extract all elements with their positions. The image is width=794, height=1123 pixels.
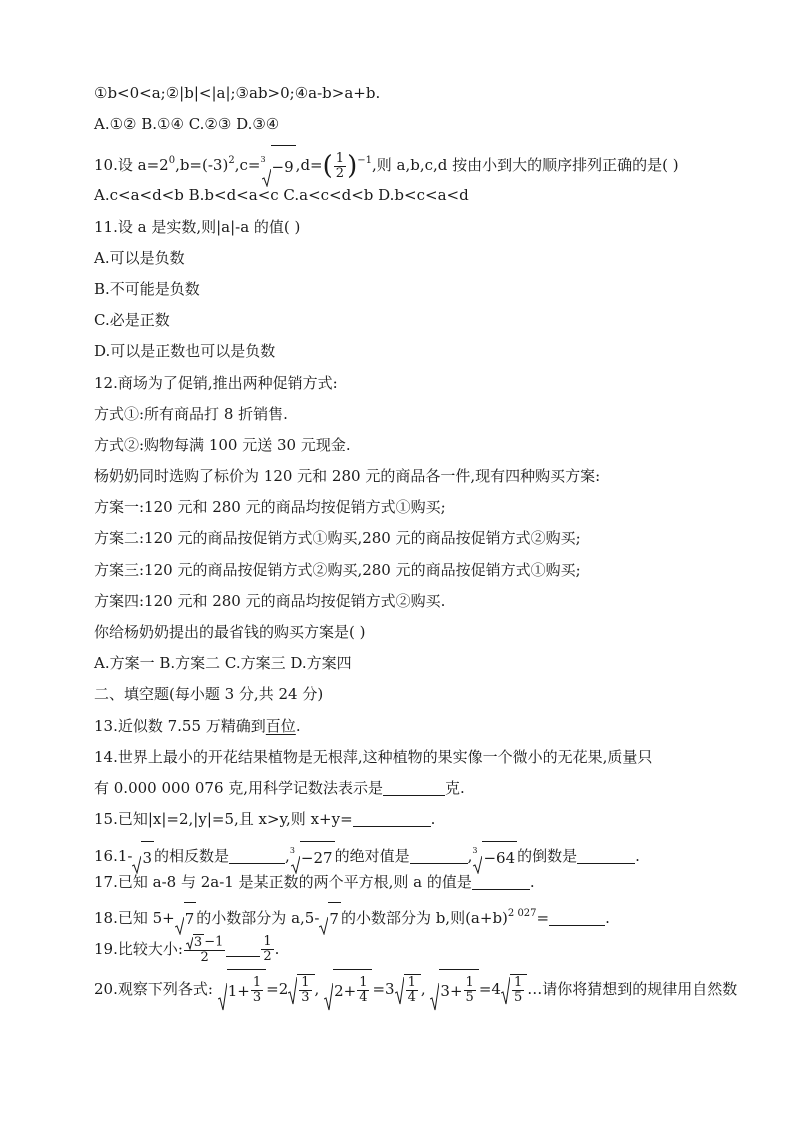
q16-blank-1[interactable]	[229, 847, 285, 864]
radical-cbrt-27: −27	[291, 841, 335, 874]
q11-stem: 11.设 a 是实数,则|a|-a 的值( )	[94, 217, 301, 236]
q10-stem: 10.设 $a=2^0,b=(-3)^2,c=^3$ −9 ,d=( $\frac{1}{2}$ )$^{-1}$,则 a,b,c,d 按由小到大的顺序排列正确的是( )	[94, 140, 714, 180]
radical-cbrt-64: −64	[473, 841, 517, 874]
q19-compare-blank[interactable]	[226, 940, 260, 957]
q12-plan-4: 方案四:120 元和 280 元的商品均按促销方式②购买.	[94, 591, 446, 610]
fraction-d: $\frac{1}{2}$	[335, 150, 345, 181]
q13: 13.近似数 7.55 万精确到百位.	[94, 716, 301, 735]
q11-option-a: A.可以是负数	[94, 248, 185, 267]
q15: 15.已知|x|=2,|y|=5,且 x>y,则 x+y= .	[94, 810, 436, 829]
q12-way-1: 方式①:所有商品打 8 折销售.	[94, 404, 288, 423]
q20-expr-3: 3 + $\frac{1}{5}$	[430, 969, 478, 1011]
radical-sqrt7-a: 7	[175, 902, 197, 935]
q18: 18.已知 5+ 7 的小数部分为 a,5- 7 的小数部分为 b,则$(a+b)^{2 027}=$ .	[94, 898, 714, 929]
q12-way-2: 方式②:购物每满 100 元送 30 元现金.	[94, 435, 351, 454]
radical-c: −9	[262, 145, 296, 187]
q14-answer-blank[interactable]	[383, 779, 445, 796]
q12-stem: 12.商场为了促销,推出两种促销方式:	[94, 373, 338, 392]
q10-choices: A.c<a<d<b B.b<d<a<c C.a<c<d<b D.b<c<a<d	[94, 186, 469, 205]
q20-expr-1: 1 + $\frac{1}{3}$	[218, 969, 266, 1011]
q9-choices: A.①② B.①④ C.②③ D.③④	[94, 115, 280, 134]
q12-intro: 杨奶奶同时选购了标价为 120 元和 280 元的商品各一件,现有四种购买方案:	[94, 467, 601, 486]
section-title: 二、填空题(每小题 3 分,共 24 分)	[94, 685, 324, 704]
q19-lhs-fraction: 3 −1 2	[184, 934, 225, 965]
q17: 17.已知 a-8 与 2a-1 是某正数的两个平方根,则 a 的值是 .	[94, 872, 535, 891]
q16-blank-3[interactable]	[577, 847, 635, 864]
q19: 19.比较大小: 3 −1 2 $\frac{1}{2}$ .	[94, 934, 280, 966]
q19-rhs-fraction: $\frac{1}{2}$	[263, 934, 272, 965]
radical-sqrt3: 3	[132, 841, 154, 874]
q9-statements: ①b<0<a;②|b|<|a|;③ab>0;④a-b>a+b.	[94, 84, 381, 102]
q13-underlined-answer: 百位	[265, 716, 296, 735]
q12-plan-3: 方案三:120 元的商品按促销方式②购买,280 元的商品按促销方式①购买;	[94, 560, 581, 579]
q14-line-1: 14.世界上最小的开花结果植物是无根萍,这种植物的果实像一个微小的无花果,质量只	[94, 747, 653, 766]
q12-plan-1: 方案一:120 元和 280 元的商品均按促销方式①购买;	[94, 498, 446, 517]
q14-line-2: 有 0.000 000 076 克,用科学记数法表示是 克.	[94, 778, 465, 797]
q18-answer-blank[interactable]	[549, 909, 605, 926]
q16-blank-2[interactable]	[410, 847, 468, 864]
q15-answer-blank[interactable]	[353, 810, 431, 827]
q11-option-d: D.可以是正数也可以是负数	[94, 342, 276, 361]
q12-ask: 你给杨奶奶提出的最省钱的购买方案是( )	[94, 623, 366, 641]
q12-plan-2: 方案二:120 元的商品按促销方式①购买,280 元的商品按促销方式②购买;	[94, 529, 581, 548]
q20-expr-2: 2 + $\frac{1}{4}$	[324, 969, 372, 1011]
q11-option-b: B.不可能是负数	[94, 279, 200, 298]
q11-option-c: C.必是正数	[94, 311, 170, 330]
q17-answer-blank[interactable]	[472, 873, 530, 890]
q20: 20.观察下列各式: 1 + $\frac{1}{3}$ =2 $\frac{1}{3}$ , 2 + $\frac{1}{4}$ =3 $\frac{1}{4}$ , 3 + $\frac{1}{5}$ =4 $\frac{1}{5}$ …请你将猜想到的规律用自然数	[94, 969, 714, 1009]
radical-sqrt7-b: 7	[319, 902, 341, 935]
q12-choices: A.方案一 B.方案二 C.方案三 D.方案四	[94, 654, 352, 673]
q16: 16.1- 3 的相反数是 ,$^3$ −27 的绝对值是 ,$^3$ −64 的倒数是 .	[94, 835, 714, 866]
document-page	[94, 78, 738, 1009]
